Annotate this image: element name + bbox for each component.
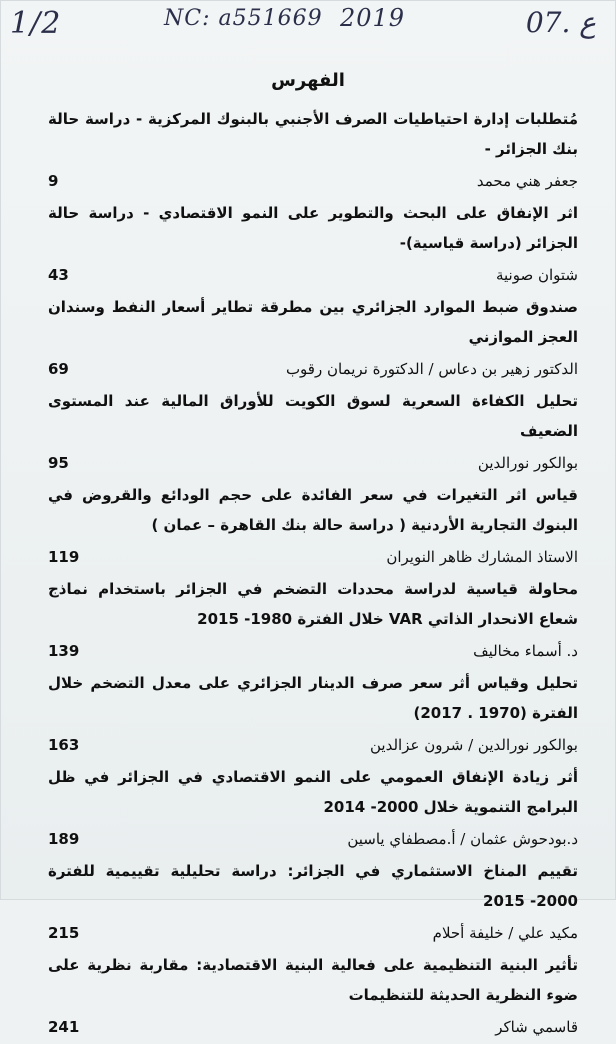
entry-author-row [48, 258, 578, 292]
entry-author-row [48, 822, 578, 856]
toc-list [48, 104, 578, 1044]
entry-author-row [48, 164, 578, 198]
entry-author-row [48, 352, 578, 386]
entry-author: بوالكور نورالدين / شرون عزالدين [370, 736, 578, 754]
entry-author: د.بودحوش عثمان / أ.مصطفاي ياسين [347, 830, 578, 848]
entry-title: أثر زيادة الإنفاق العمومي على النمو الاقتصادي في الجزائر في ظل البرامج التنموية خلال 2000- 2014 [48, 768, 578, 816]
entry-page-number: 163 [48, 736, 80, 754]
entry-author: د. أسماء مخاليف [473, 642, 578, 660]
entry-title: قياس اثر التغيرات في سعر الفائدة على حجم الودائع والقروض في البنوك التجارية الأردنية ( دراسة حالة بنك القاهرة – عمان ) [48, 486, 578, 534]
toc-entry [48, 292, 578, 386]
entry-page-number: 241 [48, 1018, 80, 1036]
toc-entry [48, 480, 578, 574]
entry-author-row [48, 540, 578, 574]
toc-entry [48, 950, 578, 1044]
toc-entry [48, 104, 578, 198]
entry-author: جعفر هني محمد [476, 172, 578, 190]
entry-author-row [48, 916, 578, 950]
entry-page-number: 215 [48, 924, 80, 942]
entry-page-number: 119 [48, 548, 80, 566]
entry-author: قاسمي شاكر [495, 1018, 578, 1036]
handwritten-catalog-code: NC: a551669 [164, 6, 323, 31]
entry-author: الدكتور زهير بن دعاس / الدكتورة نريمان رقوب [285, 360, 578, 378]
page-title: الفهرس [271, 70, 345, 91]
entry-title: تأثير البنية التنظيمية على فعالية البنية الاقتصادية: مقاربة نظرية على ضوء النظرية الحديثة للتنظيمات [48, 956, 578, 1004]
entry-author-row [48, 728, 578, 762]
entry-author: مكيد علي / خليفة أحلام [432, 924, 578, 942]
entry-page-number: 69 [48, 360, 69, 378]
entry-title: مُتطلبات إدارة احتياطيات الصرف الأجنبي بالبنوك المركزية - دراسة حالة بنك الجزائر - [48, 110, 578, 158]
entry-author-row [48, 634, 578, 668]
entry-page-number: 43 [48, 266, 69, 284]
toc-entry [48, 574, 578, 668]
toc-entry [48, 762, 578, 856]
handwritten-year: 2019 [340, 4, 406, 32]
entry-page-number: 9 [48, 172, 59, 190]
toc-entry [48, 856, 578, 950]
entry-title: تحليل الكفاءة السعرية لسوق الكويت للأوراق المالية عند المستوى الضعيف [48, 392, 578, 440]
entry-title: اثر الإنفاق على البحث والتطوير على النمو الاقتصادي - دراسة حالة الجزائر (دراسة قياسية)- [48, 204, 578, 252]
toc-entry [48, 198, 578, 292]
entry-page-number: 139 [48, 642, 80, 660]
entry-title: تحليل وقياس أثر سعر صرف الدينار الجزائري على معدل التضخم خلال الفترة (1970 . 2017) [48, 674, 578, 722]
toc-entry [48, 668, 578, 762]
entry-author-row [48, 446, 578, 480]
toc-entry [48, 386, 578, 480]
handwritten-issue-number: ع .07 [525, 6, 596, 39]
entry-title: تقييم المناخ الاستثماري في الجزائر: دراسة تحليلية تقييمية للفترة 2000- 2015 [48, 862, 578, 910]
handwritten-page-fraction: 1/2 [10, 6, 62, 41]
entry-author: بوالكور نورالدين [477, 454, 578, 472]
entry-author: شتوان صونية [495, 266, 578, 284]
entry-page-number: 189 [48, 830, 80, 848]
entry-author: الاستاذ المشارك ظاهر النويران [386, 548, 578, 566]
entry-page-number: 95 [48, 454, 69, 472]
entry-title: صندوق ضبط الموارد الجزائري بين مطرقة تطاير أسعار النفط وسندان العجز الموازني [48, 298, 578, 346]
entry-author-row [48, 1010, 578, 1044]
entry-title: محاولة قياسية لدراسة محددات التضخم في الجزائر باستخدام نماذج شعاع الانحدار الذاتي VAR خلال الفترة 1980- 2015 [48, 580, 578, 628]
